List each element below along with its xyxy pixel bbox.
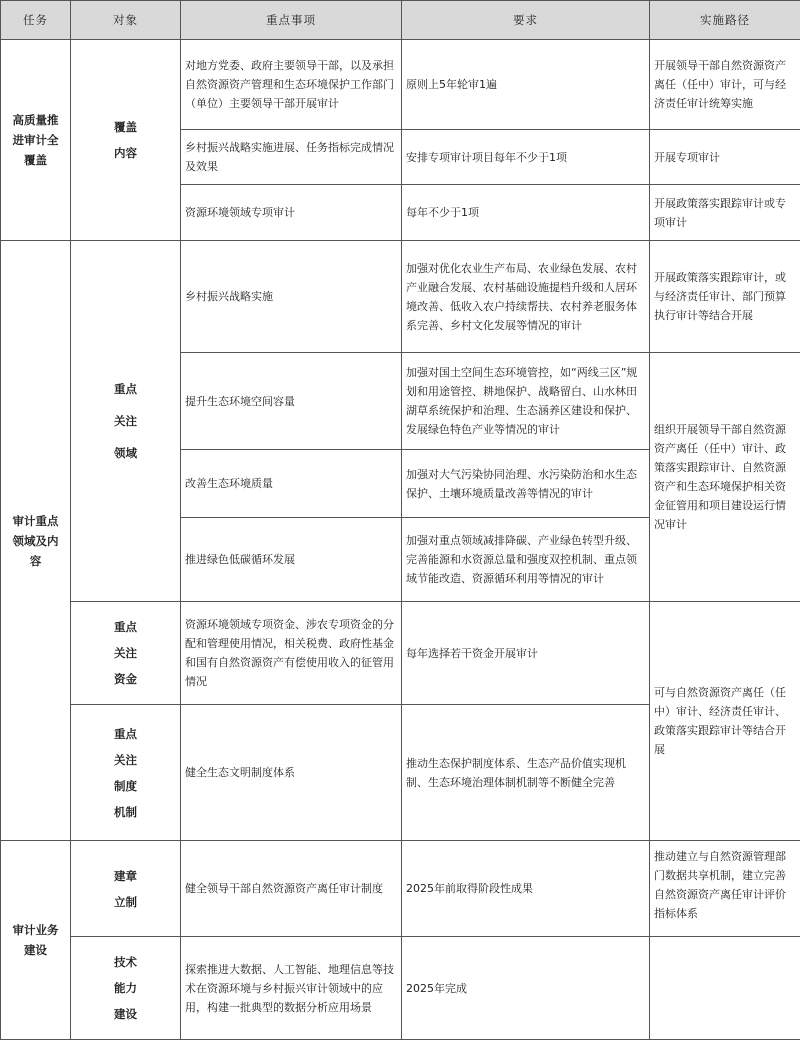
object-line: 领域 (114, 446, 137, 460)
key-item-cell: 改善生态环境质量 (181, 450, 402, 518)
requirement-cell: 2025年完成 (402, 937, 650, 1040)
object-line: 制度 (114, 778, 137, 793)
header-requirement: 要求 (402, 1, 650, 40)
object-line: 重点 (114, 726, 137, 741)
object-line: 机制 (114, 804, 137, 819)
key-item-cell: 提升生态环境空间容量 (181, 353, 402, 450)
object-line: 建设 (114, 1007, 137, 1021)
task-business-building: 审计业务建设 (1, 841, 71, 1040)
object-line: 关注 (114, 752, 137, 767)
object-line: 建章 (114, 868, 137, 883)
object-tech (71, 937, 181, 1040)
requirement-cell: 原则上5年轮审1遍 (402, 40, 650, 130)
requirement-cell: 2025年前取得阶段性成果 (402, 841, 650, 937)
object-line: 重点 (114, 620, 137, 634)
object-rules (71, 841, 181, 937)
object-line: 内容 (114, 146, 137, 160)
path-cell-shared: 可与自然资源资产离任（任中）审计、经济责任审计、政策落实跟踪审计等结合开展 (650, 602, 800, 841)
header-path: 实施路径 (650, 1, 800, 40)
table-row (1, 602, 800, 705)
header-row (1, 1, 800, 40)
requirement-cell: 加强对国土空间生态环境管控，如“两线三区”规划和用途管控、耕地保护、战略留白、山水林田湖草系统保护和治理、生态涵养区建设和保护、发展绿色特色产业等情况的审计 (402, 353, 650, 450)
object-coverage-content (71, 40, 181, 241)
key-item-cell: 乡村振兴战略实施进展、任务指标完成情况及效果 (181, 130, 402, 185)
object-line: 能力 (114, 981, 137, 995)
key-item-cell: 健全生态文明制度体系 (181, 705, 402, 841)
requirement-cell: 安排专项审计项目每年不少于1项 (402, 130, 650, 185)
object-key-funds (71, 602, 181, 705)
table-row (1, 937, 800, 1040)
object-line: 立制 (114, 894, 137, 909)
table-row (1, 241, 800, 353)
requirement-cell: 加强对重点领域减排降碳、产业绿色转型升级、完善能源和水资源总量和强度双控机制、重点领域节能改造、资源循环利用等情况的审计 (402, 518, 650, 602)
table-row (1, 40, 800, 130)
key-item-cell: 乡村振兴战略实施 (181, 241, 402, 353)
key-item-cell: 资源环境领域专项审计 (181, 185, 402, 241)
header-task: 任务 (1, 1, 71, 40)
requirement-cell: 每年不少于1项 (402, 185, 650, 241)
requirement-cell: 加强对大气污染协同治理、水污染防治和水生态保护、土壤环境质量改善等情况的审计 (402, 450, 650, 518)
path-cell: 开展政策落实跟踪审计，或与经济责任审计、部门预算执行审计等结合开展 (650, 241, 800, 353)
path-cell (650, 937, 800, 1040)
requirement-cell: 每年选择若干资金开展审计 (402, 602, 650, 705)
path-cell-shared: 组织开展领导干部自然资源资产离任（任中）审计、政策落实跟踪审计、自然资源资产和生态环境保护相关资金征管用和项目建设运行情况审计 (650, 353, 800, 602)
key-item-cell: 对地方党委、政府主要领导干部，以及承担自然资源资产管理和生态环境保护工作部门（单位）主要领导干部开展审计 (181, 40, 402, 130)
key-item-cell: 探索推进大数据、人工智能、地理信息等技术在资源环境与乡村振兴审计领域中的应用，构建一批典型的数据分析应用场景 (181, 937, 402, 1040)
object-line: 重点 (114, 382, 137, 396)
task-coverage: 高质量推进审计全覆盖 (1, 40, 71, 241)
table-row (1, 841, 800, 937)
path-cell: 开展专项审计 (650, 130, 800, 185)
object-line: 资金 (114, 672, 137, 686)
key-item-cell: 推进绿色低碳循环发展 (181, 518, 402, 602)
requirement-cell: 推动生态保护制度体系、生态产品价值实现机制、生态环境治理体制机制等不断健全完善 (402, 705, 650, 841)
header-key-item: 重点事项 (181, 1, 402, 40)
key-item-cell: 资源环境领域专项资金、涉农专项资金的分配和管理使用情况，相关税费、政府性基金和国有自然资源资产有偿使用收入的征管用情况 (181, 602, 402, 705)
key-item-cell: 健全领导干部自然资源资产离任审计制度 (181, 841, 402, 937)
task-key-areas: 审计重点领域及内容 (1, 241, 71, 841)
object-line: 覆盖 (114, 120, 137, 134)
requirement-cell: 加强对优化农业生产布局、农业绿色发展、农村产业融合发展、农村基础设施提档升级和人居环境改善、低收入农户持续帮扶、农村养老服务体系完善、乡村文化发展等情况的审计 (402, 241, 650, 353)
header-object: 对象 (71, 1, 181, 40)
object-key-system (71, 705, 181, 841)
path-cell: 开展政策落实跟踪审计或专项审计 (650, 185, 800, 241)
object-key-areas (71, 241, 181, 602)
object-line: 技术 (114, 955, 137, 969)
path-cell: 推动建立与自然资源管理部门数据共享机制，建立完善自然资源资产离任审计评价指标体系 (650, 841, 800, 937)
object-line: 关注 (114, 414, 137, 428)
object-line: 关注 (114, 646, 137, 660)
path-cell: 开展领导干部自然资源资产离任（任中）审计，可与经济责任审计统筹实施 (650, 40, 800, 130)
